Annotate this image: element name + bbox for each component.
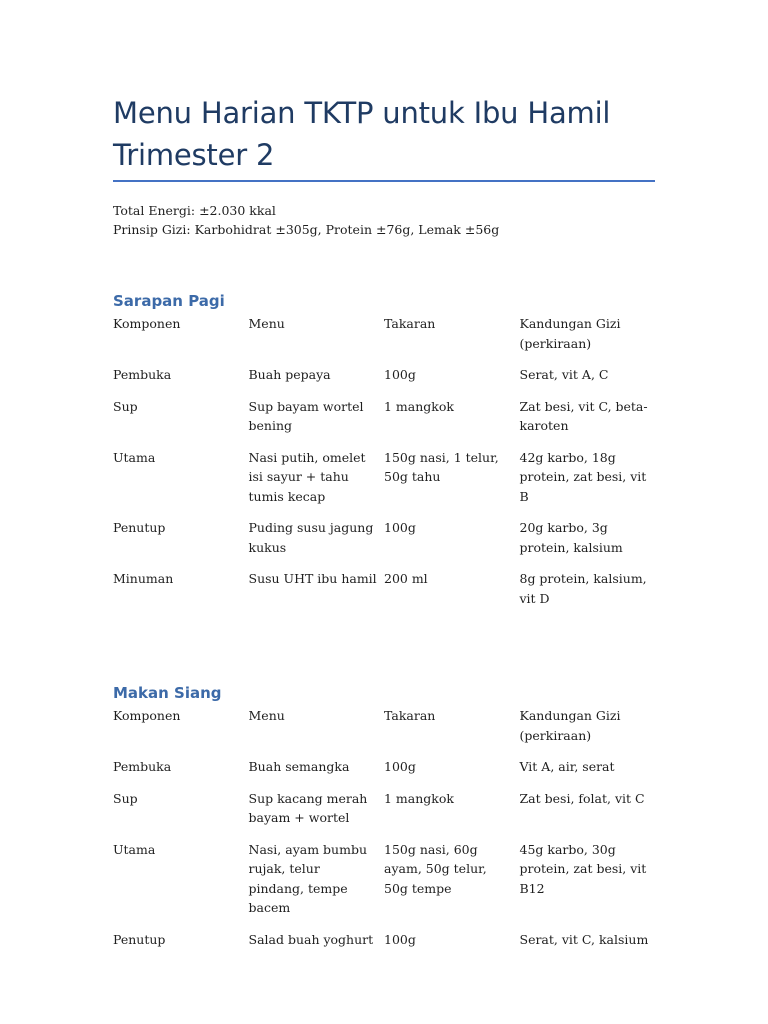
column-header: Takaran [384, 316, 436, 331]
table-cell: Zat besi, folat, vit C [519, 790, 645, 806]
table-cell: 100g [384, 367, 416, 382]
table-cell: Zat besi, vit C, beta-karoten [519, 398, 648, 433]
table-cell: 100g [384, 759, 416, 774]
table-cell: 8g protein, kalsium, vit D [519, 571, 647, 606]
column-header: Menu [248, 708, 285, 723]
table-row [113, 365, 655, 397]
table-row [113, 789, 655, 840]
menu-table-makan-siang [113, 706, 655, 961]
table-cell: Nasi, ayam bumbu rujak, telur pindang, tempe bacem [248, 841, 367, 915]
table-row [113, 569, 655, 620]
table-row [113, 930, 655, 962]
table-cell: Penutup [113, 520, 166, 535]
table-cell: 150g nasi, 60g ayam, 50g telur, 50g tempe [384, 841, 487, 896]
column-header: Kandungan Gizi (perkiraan) [519, 316, 621, 351]
table-cell: Utama [113, 841, 156, 857]
table-cell: Penutup [113, 931, 166, 947]
table-row [113, 757, 655, 789]
document-page [113, 92, 655, 961]
table-cell: Salad buah yoghurt [248, 931, 374, 947]
table-row [113, 840, 655, 930]
table-header-row [113, 706, 655, 757]
table-cell: 150g nasi, 1 telur, 50g tahu [384, 449, 499, 484]
table-cell: Minuman [113, 571, 174, 586]
table-cell: Buah pepaya [248, 367, 331, 382]
table-cell: 42g karbo, 18g protein, zat besi, vit B [519, 449, 647, 504]
section-heading-sarapan-pagi: Sarapan Pagi [113, 292, 225, 310]
table-header-row [113, 314, 655, 365]
table-cell: Pembuka [113, 367, 172, 382]
table-cell: Vit A, air, serat [519, 759, 615, 774]
table-cell: 200 ml [384, 571, 428, 586]
table-cell: 100g [384, 520, 416, 535]
nutrition-principle-text: Prinsip Gizi: Karbohidrat ±305g, Protein ±76g, Lemak ±56g [113, 222, 500, 237]
column-header: Takaran [384, 708, 436, 723]
table-cell: 1 mangkok [384, 790, 454, 806]
column-header: Menu [248, 316, 285, 331]
title-underline [113, 180, 655, 182]
table-row [113, 397, 655, 448]
table-cell: Serat, vit C, kalsium [519, 931, 649, 947]
table-cell: Puding susu jagung kukus [248, 520, 374, 555]
table-cell: Sup [113, 790, 138, 806]
table-cell: Buah semangka [248, 759, 350, 774]
table-cell: Sup bayam wortel bening [248, 398, 364, 433]
table-cell: Susu UHT ibu hamil [248, 571, 377, 586]
column-header: Komponen [113, 708, 181, 723]
column-header: Komponen [113, 316, 181, 331]
table-cell: Utama [113, 449, 156, 465]
total-energy-text: Total Energi: ±2.030 kkal [113, 203, 276, 218]
table-row [113, 518, 655, 569]
summary-block [113, 201, 655, 239]
menu-table-sarapan-pagi [113, 314, 655, 620]
table-cell: Serat, vit A, C [519, 367, 609, 382]
document-title: Menu Harian TKTP untuk Ibu Hamil Trimester 2 [113, 96, 611, 172]
table-cell: Sup kacang merah bayam + wortel [248, 790, 368, 825]
section-heading-makan-siang: Makan Siang [113, 684, 222, 702]
table-row [113, 448, 655, 519]
table-cell: 20g karbo, 3g protein, kalsium [519, 520, 623, 555]
table-cell: Sup [113, 398, 138, 414]
table-cell: Pembuka [113, 759, 172, 774]
table-cell: Nasi putih, omelet isi sayur + tahu tumis kecap [248, 449, 366, 504]
column-header: Kandungan Gizi (perkiraan) [519, 708, 621, 743]
table-cell: 100g [384, 931, 416, 947]
table-cell: 45g karbo, 30g protein, zat besi, vit B12 [519, 841, 647, 896]
table-cell: 1 mangkok [384, 398, 454, 414]
